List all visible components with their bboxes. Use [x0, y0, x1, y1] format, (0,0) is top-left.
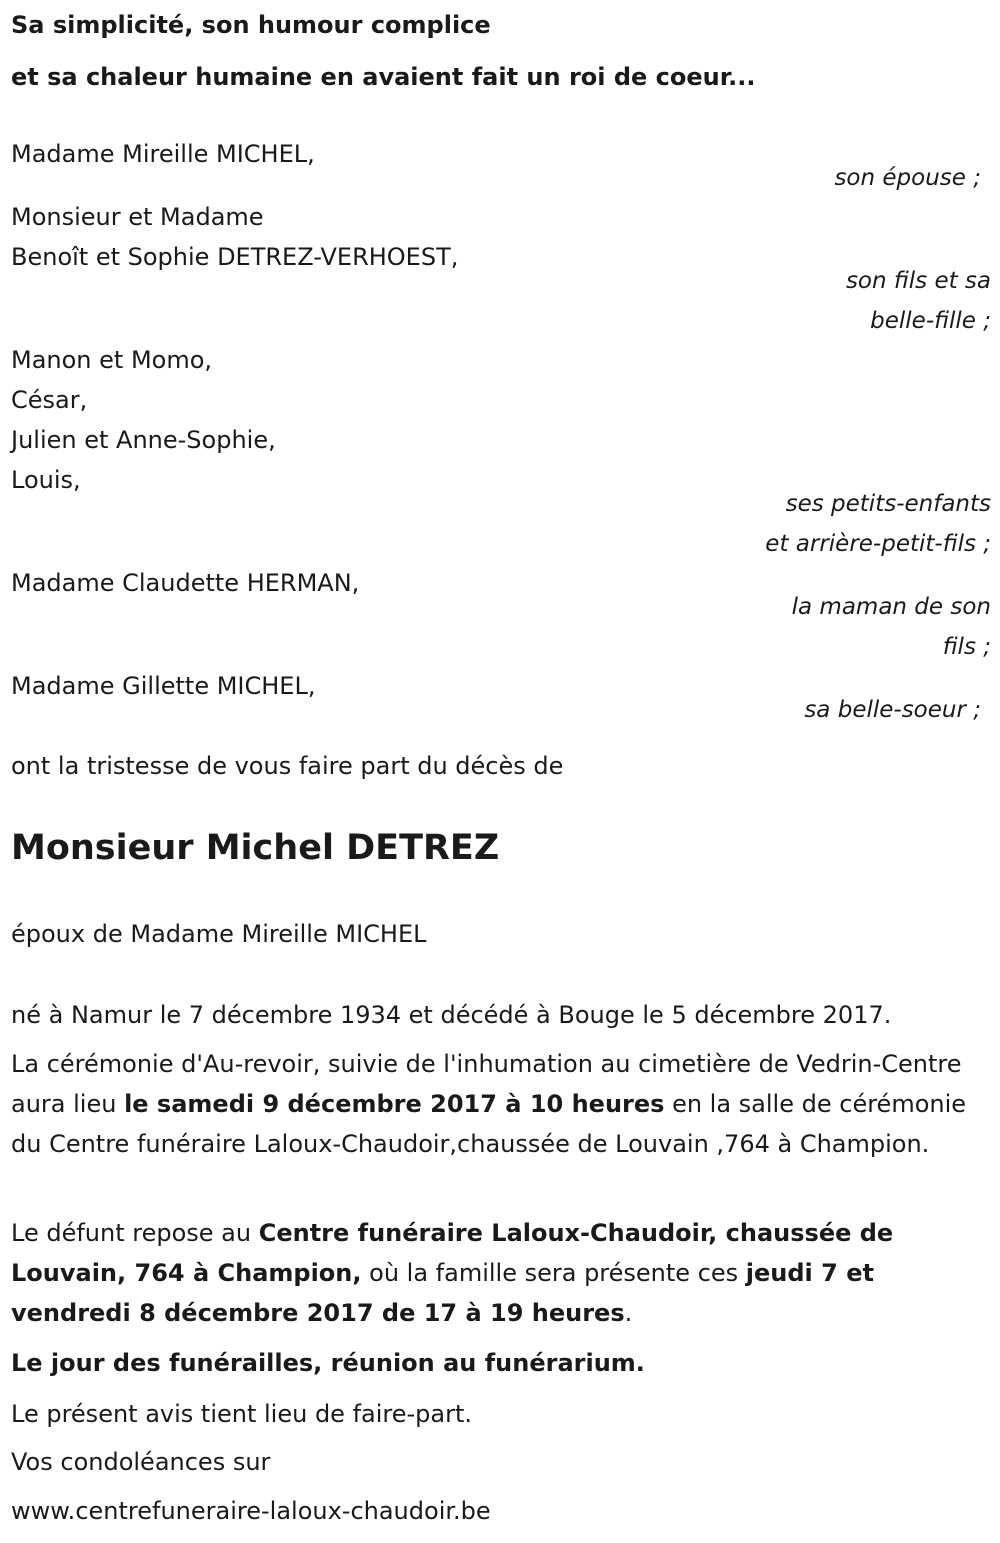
header-line-2: et sa chaleur humaine en avaient fait un roi de coeur...	[11, 63, 756, 91]
son-mother-relation-line-1: la maman de son	[791, 594, 991, 620]
visitation-dates: jeudi 7 et vendredi 8 décembre 2017 de 17 à 19 heures	[11, 1259, 874, 1327]
son-name-line-2: Benoît et Sophie DETREZ-VERHOEST,	[11, 243, 459, 271]
spouse-relation: son épouse ;	[834, 165, 981, 191]
son-relation-line-1: son fils et sa	[845, 268, 991, 294]
sister-in-law-relation: sa belle-soeur ;	[804, 697, 981, 723]
visitation-text-1: Le défunt repose au	[11, 1219, 259, 1247]
spouse-name: Madame Mireille MICHEL,	[11, 140, 315, 168]
visitation-text-2: où la famille sera présente ces	[361, 1259, 746, 1287]
son-mother-name: Madame Claudette HERMAN,	[11, 569, 360, 597]
visitation-paragraph	[11, 1213, 986, 1333]
sister-in-law-name: Madame Gillette MICHEL,	[11, 672, 316, 700]
birth-death-info: né à Namur le 7 décembre 1934 et décédé à Bouge le 5 décembre 2017.	[11, 1001, 892, 1029]
grandchild-line: Louis,	[11, 466, 81, 494]
ceremony-date: le samedi 9 décembre 2017 à 10 heures	[124, 1090, 665, 1118]
visitation-text-3: .	[624, 1299, 633, 1327]
ceremony-paragraph	[11, 1044, 986, 1164]
funeral-day-note: Le jour des funérailles, réunion au funérarium.	[11, 1349, 645, 1377]
grandchildren-relation-line-2: et arrière-petit-fils ;	[765, 531, 991, 557]
grandchild-line: Manon et Momo,	[11, 346, 213, 374]
notice-text: Le présent avis tient lieu de faire-part.	[11, 1400, 473, 1428]
condolences-label: Vos condoléances sur	[11, 1448, 271, 1476]
grandchildren-relation-line-1: ses petits-enfants	[785, 491, 991, 517]
announcement-text: ont la tristesse de vous faire part du décès de	[11, 752, 564, 780]
visitation-place: Centre funéraire Laloux-Chaudoir, chaussée de Louvain, 764 à Champion,	[11, 1219, 894, 1287]
son-relation-line-2: belle-fille ;	[870, 308, 991, 334]
condolences-website-link[interactable]: www.centrefuneraire-laloux-chaudoir.be	[11, 1497, 491, 1525]
deceased-spouse-of: époux de Madame Mireille MICHEL	[11, 920, 427, 948]
grandchild-line: César,	[11, 386, 88, 414]
grandchild-line: Julien et Anne-Sophie,	[11, 426, 276, 454]
son-name-line-1: Monsieur et Madame	[11, 203, 264, 231]
header-line-1: Sa simplicité, son humour complice	[11, 11, 491, 39]
ceremony-text-2: en la salle de cérémonie du Centre funéraire Laloux-Chaudoir,chaussée de Louvain ,764 à Champion.	[11, 1090, 967, 1158]
son-mother-relation-line-2: fils ;	[942, 634, 991, 660]
deceased-name: Monsieur Michel DETREZ	[11, 828, 500, 868]
ceremony-text-1: La cérémonie d'Au-revoir, suivie de l'inhumation au cimetière de Vedrin-Centre aura lieu	[11, 1050, 962, 1118]
